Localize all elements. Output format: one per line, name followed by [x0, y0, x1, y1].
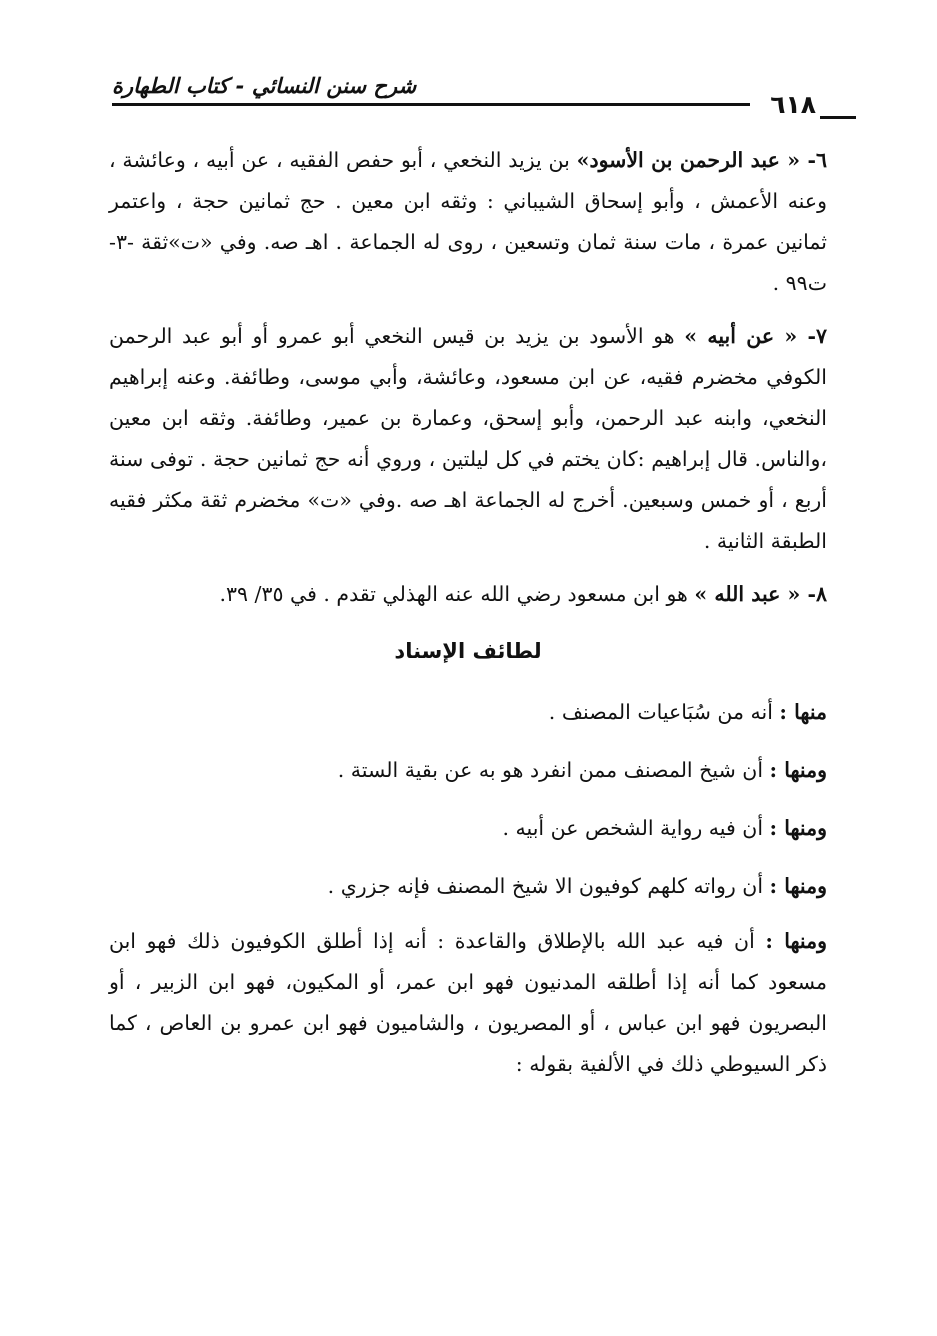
feature-text: أن فيه رواية الشخص عن أبيه .: [502, 816, 770, 840]
page-number-rule: [820, 116, 856, 119]
section-title: لطائف الإسناد: [394, 639, 542, 663]
paragraph-6: [109, 140, 827, 304]
feature-label: ومنها :: [769, 816, 827, 840]
feature-label: ومنها :: [769, 874, 827, 898]
paragraph-text: هو الأسود بن يزيد بن قيس النخعي أبو عمرو أو أبو عبد الرحمن الكوفي مخضرم فقيه، عن ابن مسعود، وعائشة، وأبي موسى، وطائفة. وعنه إبراهيم النخعي، وابنه عبد الرحمن، وأبو إسحق، وعمارة بن عمير، وطائفة. وثقه ابن معين ،والناس. قال إبراهيم :كان يختم في كل ليلتين ، وروي أنه حج ثمانين حجة . توفى سنة أربع ، أو خمس وسبعين. أخرج له الجماعة اهـ صه .وفي «ت» مخضرم ثقة مكثر فقيه الطبقة الثانية .: [109, 324, 827, 553]
paragraph-7: [109, 316, 827, 562]
feature-label: ومنها :: [769, 758, 827, 782]
feature-text: أن رواته كلهم كوفيون الا شيخ المصنف فإنه جزري .: [327, 874, 770, 898]
feature-label: ومنها :: [765, 929, 828, 953]
paragraph-8: [109, 574, 827, 615]
feature-item: [109, 857, 827, 915]
feature-text: أن فيه عبد الله بالإطلاق والقاعدة : أنه إذا أطلق الكوفيون ذلك فهو ابن مسعود كما أنه إذا أطلقه المدنيون فهو ابن عمر، أو المكيون، فهو ابن الزبير ، أو البصريون فهو ابن عباس ، أو المصريون ، والشاميون فهو ابن عمرو بن العاص ، كما ذكر السيوطي ذلك في الألفية بقوله :: [109, 929, 827, 1076]
feature-text: أن شيخ المصنف ممن انفرد هو به عن بقية الستة .: [337, 758, 770, 782]
paragraph-text: بن يزيد النخعي ، أبو حفص الفقيه ، عن أبيه ، وعائشة ، وعنه الأعمش ، وأبو إسحاق الشيباني : وثقه ابن معين . حج ثمانين حجة ، واعتمر ثمانين عمرة ، مات سنة ثمان وتسعين ، روى له الجماعة . اهـ صه. وفي «ت»ثقة -٣- ت٩٩ .: [109, 148, 827, 295]
paragraph-heading: ٨- « عبد الله »: [694, 582, 827, 606]
paragraph-heading: ٦- « عبد الرحمن بن الأسود»: [576, 148, 827, 172]
feature-label: منها :: [779, 700, 827, 724]
feature-text: أنه من سُبَاعيات المصنف .: [548, 700, 780, 724]
page-body: [109, 140, 827, 1085]
page-number: ٦١٨: [770, 90, 816, 119]
feature-item: [109, 921, 827, 1085]
feature-item: [109, 683, 827, 741]
paragraph-text: هو ابن مسعود رضي الله عنه الهذلي تقدم . في ٣٥/ ٣٩.: [219, 582, 695, 606]
running-title: شرح سنن النسائي - كتاب الطهارة: [112, 74, 417, 98]
header-rule: [112, 103, 750, 106]
feature-item: [109, 741, 827, 799]
feature-item: [109, 799, 827, 857]
paragraph-heading: ٧- « عن أبيه »: [684, 324, 827, 348]
